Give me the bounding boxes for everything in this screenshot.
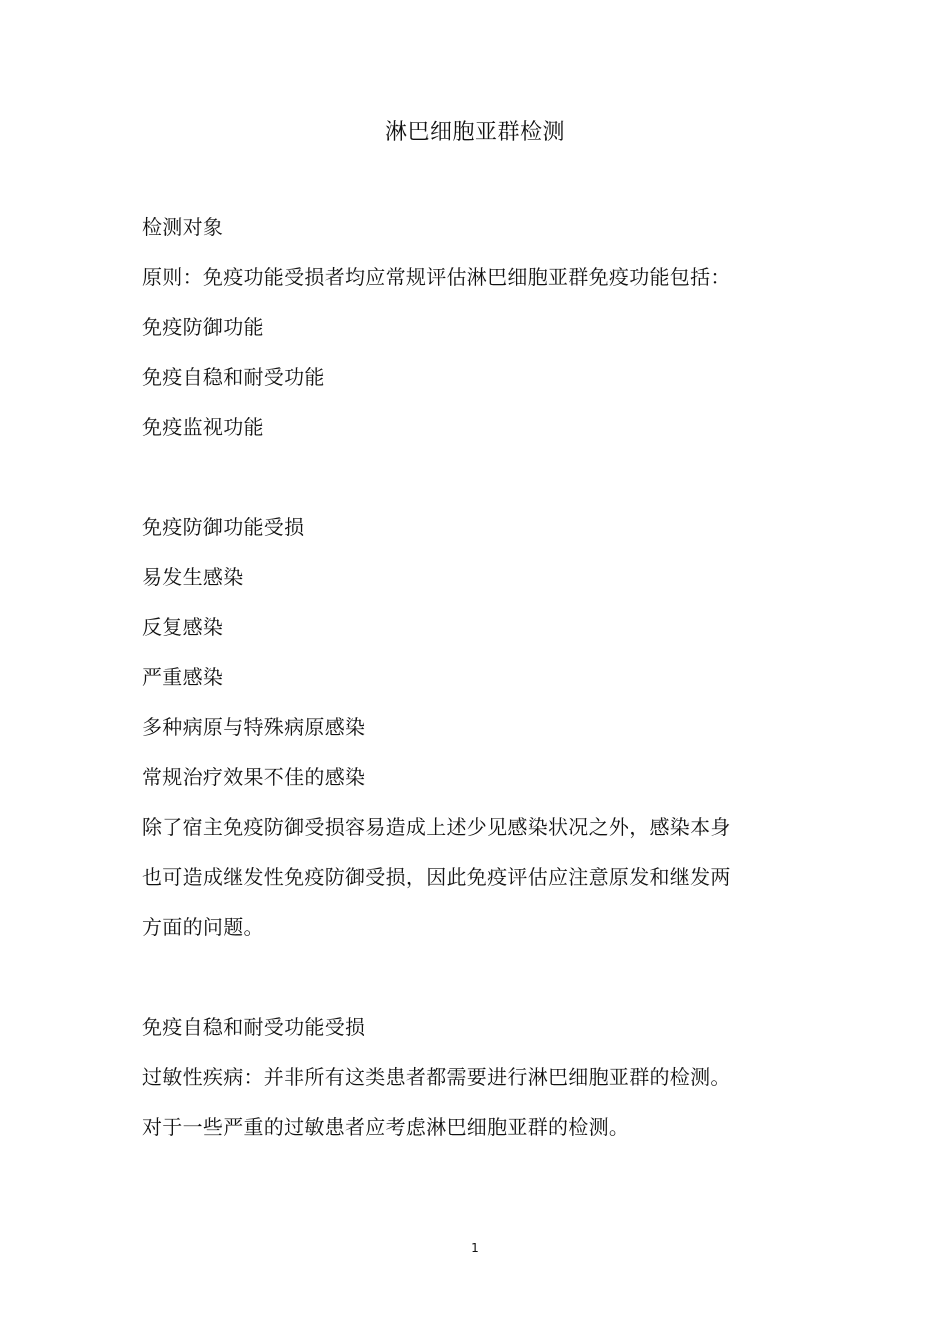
page-title: 淋巴细胞亚群检测: [384, 120, 565, 145]
text-line: 反复感染: [142, 615, 224, 639]
section-heading: 免疫防御功能受损: [142, 515, 305, 539]
text-line: 检测对象: [142, 215, 224, 239]
text-line: 原则：免疫功能受损者均应常规评估淋巴细胞亚群免疫功能包括：: [142, 265, 731, 289]
page-number: 1: [471, 1241, 479, 1255]
section-heading: 免疫自稳和耐受功能受损: [142, 1015, 366, 1039]
paragraph-line: 除了宿主免疫防御受损容易造成上述少见感染状况之外，感染本身: [142, 815, 731, 839]
blank-line: [142, 957, 812, 1007]
text-line: 免疫防御功能: [142, 315, 264, 339]
blank-line: [142, 457, 812, 507]
paragraph-line: 对于一些严重的过敏患者应考虑淋巴细胞亚群的检测。: [142, 1115, 630, 1139]
text-line: 易发生感染: [142, 565, 244, 589]
text-line: 免疫监视功能: [142, 415, 264, 439]
paragraph-line: 也可造成继发性免疫防御受损，因此免疫评估应注意原发和继发两: [142, 865, 731, 889]
text-line: 免疫自稳和耐受功能: [142, 365, 325, 389]
text-line: 严重感染: [142, 665, 224, 689]
text-line: 多种病原与特殊病原感染: [142, 715, 366, 739]
paragraph-line: 过敏性疾病：并非所有这类患者都需要进行淋巴细胞亚群的检测。: [142, 1065, 731, 1089]
text-line: 常规治疗效果不佳的感染: [142, 765, 366, 789]
paragraph-line: 方面的问题。: [142, 915, 264, 939]
document-body: [142, 207, 812, 1157]
